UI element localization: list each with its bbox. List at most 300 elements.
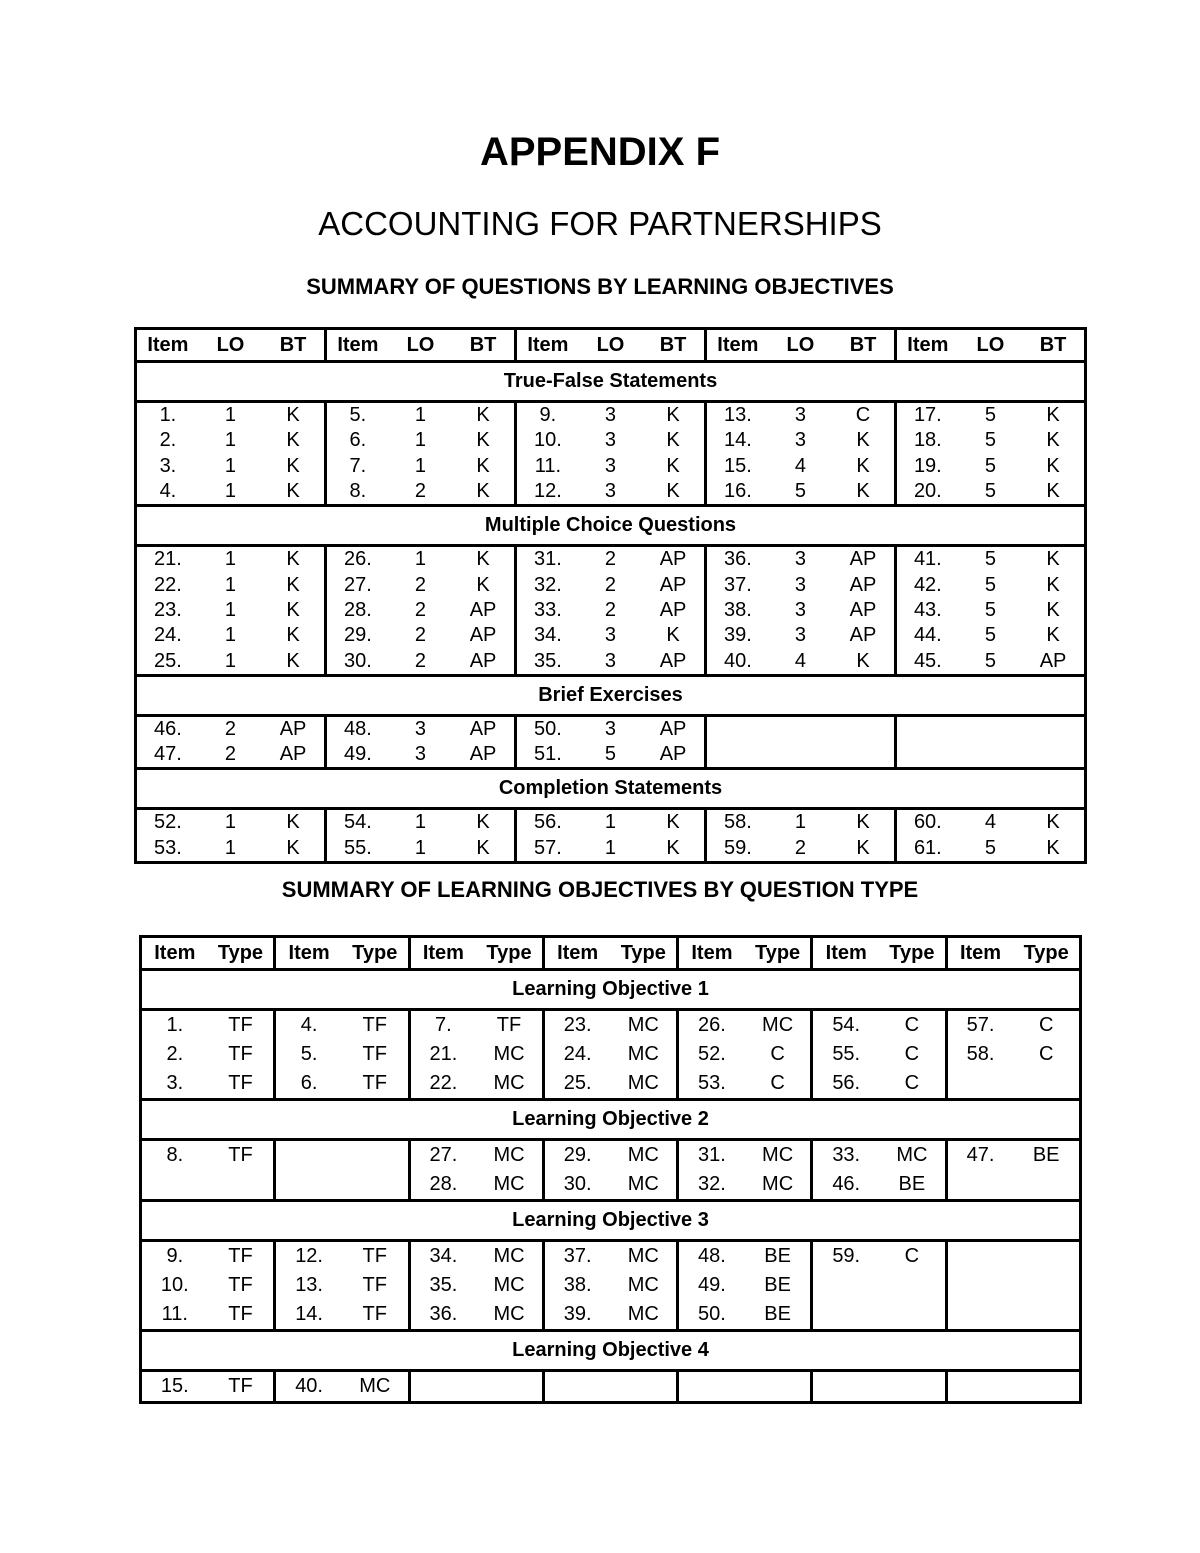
table-cell: 2 [224, 717, 237, 740]
table-cell: K [476, 811, 490, 834]
objectives-by-type-table [139, 935, 1082, 1404]
table-cell: 3 [794, 573, 806, 596]
section-title: Learning Objective 2 [141, 1100, 1081, 1140]
table-cell: 13. [275, 1271, 342, 1300]
table-cell: 3 [604, 454, 617, 477]
table-cell: AP [469, 717, 497, 740]
table-cell: 39. [705, 623, 768, 648]
column-header: Type [1013, 937, 1080, 970]
table-row [136, 742, 1086, 769]
table-cell: 5 [984, 598, 996, 621]
table-cell: 32. [515, 572, 578, 597]
table-cell: K [476, 836, 490, 859]
table-cell: C [770, 1043, 785, 1065]
column-header: BT [642, 329, 705, 362]
table-cell: 48. [678, 1241, 745, 1272]
table-cell: 5 [984, 548, 996, 571]
table-cell: 5 [984, 429, 996, 452]
table-cell: 33. [515, 598, 578, 623]
table-cell: K [286, 836, 300, 859]
table-cell: 7. [325, 454, 388, 479]
table-cell: AP [262, 742, 325, 769]
table-cell: K [286, 624, 300, 647]
table-cell: 40. [275, 1371, 342, 1403]
table-cell [543, 1371, 610, 1403]
table-cell: 29. [325, 623, 388, 648]
table-cell: AP [1022, 648, 1085, 675]
table-cell: K [832, 648, 895, 675]
table-cell: MC [762, 1144, 794, 1166]
table2-section-row [141, 1331, 1081, 1371]
table-cell [812, 1371, 879, 1403]
table-cell: 18. [895, 428, 958, 453]
table-cell: 5 [769, 479, 832, 506]
table-cell: 4 [769, 648, 832, 675]
table-cell: 1 [414, 836, 427, 859]
column-header: BT [1022, 329, 1085, 362]
table-cell: TF [362, 1245, 387, 1267]
table-cell: MC [610, 1069, 677, 1100]
table1-heading: SUMMARY OF QUESTIONS BY LEARNING OBJECTIVES [306, 274, 894, 299]
table-cell: 3 [794, 404, 806, 427]
table-cell: MC [896, 1144, 928, 1166]
table-cell: C [904, 1245, 920, 1267]
table-cell: 17. [895, 402, 958, 429]
table-cell [1013, 1300, 1080, 1331]
table-cell [1013, 1241, 1080, 1272]
column-header: Item [543, 937, 610, 970]
table-cell: AP [849, 598, 877, 621]
table-cell: 2 [604, 598, 617, 621]
table-cell: 3 [604, 404, 617, 427]
table-cell: AP [469, 598, 497, 621]
table-cell: 52. [154, 811, 182, 834]
table-cell: 31. [678, 1140, 745, 1171]
table-cell: 1 [414, 548, 427, 571]
table-cell: 34. [409, 1241, 476, 1272]
table-cell: 46. [812, 1170, 879, 1201]
table-cell: 14. [275, 1300, 342, 1331]
table-cell: 54. [325, 809, 388, 836]
table-cell: 5 [959, 479, 1022, 506]
table-cell: 3 [579, 648, 642, 675]
table-cell: 5 [984, 836, 996, 859]
table-cell: K [1046, 573, 1060, 596]
table-cell: 41. [895, 546, 958, 573]
table-cell: 1 [224, 429, 237, 452]
table-cell: TF [228, 1245, 253, 1267]
table-cell: 1 [199, 648, 262, 675]
table-cell: K [1046, 404, 1060, 427]
table-cell: 46. [154, 717, 182, 740]
table-cell: 3. [159, 454, 177, 477]
table-cell: MC [493, 1245, 525, 1267]
table-cell: 12. [515, 479, 578, 506]
table-cell: 15. [705, 454, 768, 479]
table-cell: K [666, 404, 680, 427]
table-cell: AP [642, 648, 705, 675]
table-cell [946, 1241, 1013, 1272]
table-cell: MC [627, 1274, 659, 1296]
table-cell: 2 [414, 598, 427, 621]
column-header: Type [208, 937, 275, 970]
table-row [141, 1241, 1081, 1272]
table2-heading: SUMMARY OF LEARNING OBJECTIVES BY QUESTION TYPE [281, 877, 919, 902]
table-cell: MC [476, 1170, 543, 1201]
section-title: Completion Statements [136, 769, 1086, 809]
table-cell: MC [627, 1144, 659, 1166]
table-cell: 3. [141, 1069, 208, 1100]
table-cell: 31. [515, 546, 578, 573]
table-cell: K [1046, 454, 1060, 477]
column-header: Item [136, 329, 199, 362]
column-header: BT [262, 329, 325, 362]
table-cell: 4 [984, 811, 996, 834]
table-cell: TF [208, 1300, 275, 1331]
table-cell: 11. [515, 454, 578, 479]
column-header: LO [769, 329, 832, 362]
table-cell: 49. [325, 742, 388, 769]
table-cell [610, 1371, 677, 1403]
table-cell: 19. [895, 454, 958, 479]
table-cell: 51. [515, 742, 578, 769]
table-cell: TF [342, 1300, 409, 1331]
table-cell: 1 [224, 598, 237, 621]
table-cell: K [666, 836, 680, 859]
table-cell: 3 [579, 479, 642, 506]
table-row [141, 1371, 1081, 1403]
table-cell: TF [228, 1375, 253, 1397]
table-cell [141, 1170, 208, 1201]
table-cell: 6. [275, 1069, 342, 1100]
table-cell: 1 [224, 573, 237, 596]
table-cell [342, 1170, 409, 1201]
table-cell: MC [627, 1043, 659, 1065]
table-cell: K [856, 429, 870, 452]
table-cell [879, 1271, 946, 1300]
table-cell [959, 715, 1022, 742]
table-cell: TF [208, 1069, 275, 1100]
table-cell: K [286, 573, 300, 596]
table-cell: MC [610, 1300, 677, 1331]
table-cell [1013, 1371, 1080, 1403]
table-cell [946, 1069, 1013, 1100]
column-header: Item [812, 937, 879, 970]
table-cell [705, 715, 768, 742]
table1-section-row [136, 362, 1086, 402]
column-header: Item [705, 329, 768, 362]
table-cell: 47. [136, 742, 199, 769]
table-cell: 35. [515, 648, 578, 675]
table-cell: 9. [515, 402, 578, 429]
table-cell: 26. [325, 546, 388, 573]
table-cell: 30. [325, 648, 388, 675]
column-header: Item [946, 937, 1013, 970]
table-cell: 1 [224, 548, 237, 571]
table-cell: 58. [705, 809, 768, 836]
table-cell: K [286, 429, 300, 452]
table-cell [895, 715, 958, 742]
table-cell: MC [610, 1170, 677, 1201]
table-row [136, 546, 1086, 573]
table-cell: AP [849, 624, 877, 647]
table-cell: 11. [141, 1300, 208, 1331]
table-cell: 3 [604, 717, 617, 740]
table-cell: C [879, 1069, 946, 1100]
table-cell: K [1046, 598, 1060, 621]
column-header: LO [199, 329, 262, 362]
table-cell: 29. [543, 1140, 610, 1171]
table-cell: 14. [705, 428, 768, 453]
table-cell [769, 715, 832, 742]
table-cell [745, 1371, 812, 1403]
table-cell: 5. [325, 402, 388, 429]
column-header: LO [959, 329, 1022, 362]
table-cell: 3 [794, 624, 806, 647]
table2-section-row [141, 1201, 1081, 1241]
table-cell [275, 1170, 342, 1201]
table-cell [1022, 742, 1085, 769]
table-cell [1022, 715, 1085, 742]
table-cell [678, 1371, 745, 1403]
table-cell: 42. [895, 572, 958, 597]
table-cell: 52. [678, 1040, 745, 1069]
column-header: Item [515, 329, 578, 362]
table-cell: 35. [409, 1271, 476, 1300]
table-cell: AP [659, 548, 687, 571]
table-cell: BE [745, 1300, 812, 1331]
table-cell: K [1046, 836, 1060, 859]
table-cell: 56. [812, 1069, 879, 1100]
table-cell: 38. [543, 1271, 610, 1300]
column-header: Item [275, 937, 342, 970]
table-cell: K [1046, 811, 1060, 834]
table-cell: 3 [414, 717, 427, 740]
table-cell: 23. [543, 1010, 610, 1041]
table-cell: K [1046, 548, 1060, 571]
table-cell [959, 742, 1022, 769]
table-cell: C [855, 404, 871, 427]
table-cell [879, 1371, 946, 1403]
table-cell: 15. [160, 1375, 189, 1397]
table-cell [832, 742, 895, 769]
section-title: Learning Objective 1 [141, 970, 1081, 1010]
table-cell: 12. [275, 1241, 342, 1272]
table-cell: 22. [154, 573, 182, 596]
table-cell: 2 [199, 742, 262, 769]
table-cell: BE [764, 1274, 791, 1296]
table-cell: 49. [678, 1271, 745, 1300]
table-cell: C [904, 1043, 920, 1065]
column-header: BT [452, 329, 515, 362]
table-cell: 53. [154, 836, 182, 859]
table-cell: 13. [705, 402, 768, 429]
table-cell: AP [279, 717, 307, 740]
table-cell: C [1038, 1043, 1054, 1065]
table-cell: BE [879, 1170, 946, 1201]
table1-section-row [136, 769, 1086, 809]
appendix-title: APPENDIX F [479, 130, 721, 174]
table-cell: K [476, 548, 490, 571]
table-cell [812, 1271, 879, 1300]
table-cell: K [476, 429, 490, 452]
table-cell: 22. [409, 1069, 476, 1100]
table-cell: 57. [946, 1010, 1013, 1041]
table-cell: AP [659, 573, 687, 596]
table-cell [275, 1140, 342, 1171]
table-cell: MC [476, 1069, 543, 1100]
table-cell: 38. [705, 598, 768, 623]
table-cell: 1 [224, 454, 237, 477]
table-cell: 27. [409, 1140, 476, 1171]
table-cell: K [476, 404, 490, 427]
table-cell: K [856, 454, 870, 477]
table-cell: 40. [705, 648, 768, 675]
questions-by-objective-table [134, 327, 1087, 864]
table-cell: C [745, 1069, 812, 1100]
table-cell: AP [659, 598, 687, 621]
table-cell: 44. [895, 623, 958, 648]
table-cell: TF [228, 1043, 253, 1065]
table-cell: K [666, 454, 680, 477]
table-cell: 5 [959, 648, 1022, 675]
table-row [136, 809, 1086, 836]
table-cell: 4 [794, 454, 806, 477]
table-cell: 37. [705, 572, 768, 597]
table-cell: TF [228, 1274, 253, 1296]
table-cell: 36. [705, 546, 768, 573]
table-cell: 28. [325, 598, 388, 623]
table-cell: 61. [895, 836, 958, 863]
table-cell: 2 [604, 573, 617, 596]
table-cell: 23. [154, 598, 182, 621]
table-cell: K [642, 479, 705, 506]
column-header: LO [389, 329, 452, 362]
table2-header-row [141, 937, 1081, 970]
table-cell: 58. [946, 1040, 1013, 1069]
table-cell: 30. [543, 1170, 610, 1201]
table-cell: 2 [389, 479, 452, 506]
table-cell: 1 [414, 454, 427, 477]
table-cell: 2 [389, 648, 452, 675]
table-row [136, 572, 1086, 597]
table-cell: 1 [414, 811, 427, 834]
table-row [136, 454, 1086, 479]
table-cell: 55. [812, 1040, 879, 1069]
table-row [136, 836, 1086, 863]
table-cell: 3 [794, 429, 806, 452]
table-cell: 2. [166, 1043, 184, 1065]
table-cell: 1 [414, 404, 427, 427]
table-cell: K [666, 811, 680, 834]
table-cell: AP [642, 742, 705, 769]
table-cell: BE [764, 1245, 791, 1267]
table-cell: 2 [604, 548, 617, 571]
table-cell [946, 1170, 1013, 1201]
section-title: True-False Statements [136, 362, 1086, 402]
column-header: LO [579, 329, 642, 362]
table-cell: 5 [984, 404, 996, 427]
table-cell [879, 1300, 946, 1331]
table-cell: 57. [515, 836, 578, 863]
table-cell: 21. [409, 1040, 476, 1069]
table-cell: 6. [325, 428, 388, 453]
table-cell: 32. [678, 1170, 745, 1201]
table-cell: K [856, 836, 870, 859]
table-row [136, 402, 1086, 429]
table-cell: MC [762, 1014, 794, 1036]
table-cell: 21. [154, 548, 182, 571]
table-cell [476, 1371, 543, 1403]
table-cell: 36. [409, 1300, 476, 1331]
table-cell: 5 [984, 624, 996, 647]
section-title: Learning Objective 3 [141, 1201, 1081, 1241]
table-cell: TF [496, 1014, 522, 1036]
chapter-subtitle: ACCOUNTING FOR PARTNERSHIPS [318, 205, 882, 242]
table-cell [895, 742, 958, 769]
table-cell: K [286, 548, 300, 571]
table-cell: MC [627, 1245, 659, 1267]
table-cell [409, 1371, 476, 1403]
table-cell [705, 742, 768, 769]
table-cell: AP [849, 548, 877, 571]
table-row [136, 598, 1086, 623]
column-header: Type [342, 937, 409, 970]
table-cell: 5 [579, 742, 642, 769]
table-cell: MC [745, 1170, 812, 1201]
table-cell: 43. [895, 598, 958, 623]
table-cell: 1 [224, 811, 237, 834]
table-cell: 9. [166, 1245, 184, 1267]
table-cell: 8. [325, 479, 388, 506]
table-cell [1013, 1170, 1080, 1201]
table-cell [208, 1170, 275, 1201]
table-cell: TF [342, 1069, 409, 1100]
column-header: BT [832, 329, 895, 362]
table-cell: TF [362, 1014, 387, 1036]
table-cell: 10. [160, 1274, 189, 1296]
table-cell: K [856, 811, 870, 834]
table-cell: K [1046, 429, 1060, 452]
table-row [141, 1040, 1081, 1069]
table-cell: TF [228, 1144, 253, 1166]
table-cell: 1 [604, 811, 617, 834]
table-cell: 3 [389, 742, 452, 769]
table1-header-row [136, 329, 1086, 362]
table-cell: 16. [705, 479, 768, 506]
table-cell: AP [469, 624, 497, 647]
column-header: Type [879, 937, 946, 970]
column-header: Item [325, 329, 388, 362]
table-cell: MC [359, 1375, 391, 1397]
table-cell [1013, 1069, 1080, 1100]
section-title: Multiple Choice Questions [136, 506, 1086, 546]
table-cell: 45. [895, 648, 958, 675]
table-cell: 56. [515, 809, 578, 836]
table-cell: 50. [678, 1300, 745, 1331]
table-cell: 1. [166, 1014, 184, 1036]
table-cell: 24. [154, 624, 182, 647]
table-cell: 2. [159, 429, 177, 452]
table-cell: 5 [984, 454, 996, 477]
table-cell: K [832, 479, 895, 506]
table-cell: 59. [812, 1241, 879, 1272]
table-cell: K [476, 454, 490, 477]
table-cell: 20. [895, 479, 958, 506]
table-cell: K [262, 479, 325, 506]
section-title: Learning Objective 4 [141, 1331, 1081, 1371]
table-cell: K [262, 648, 325, 675]
